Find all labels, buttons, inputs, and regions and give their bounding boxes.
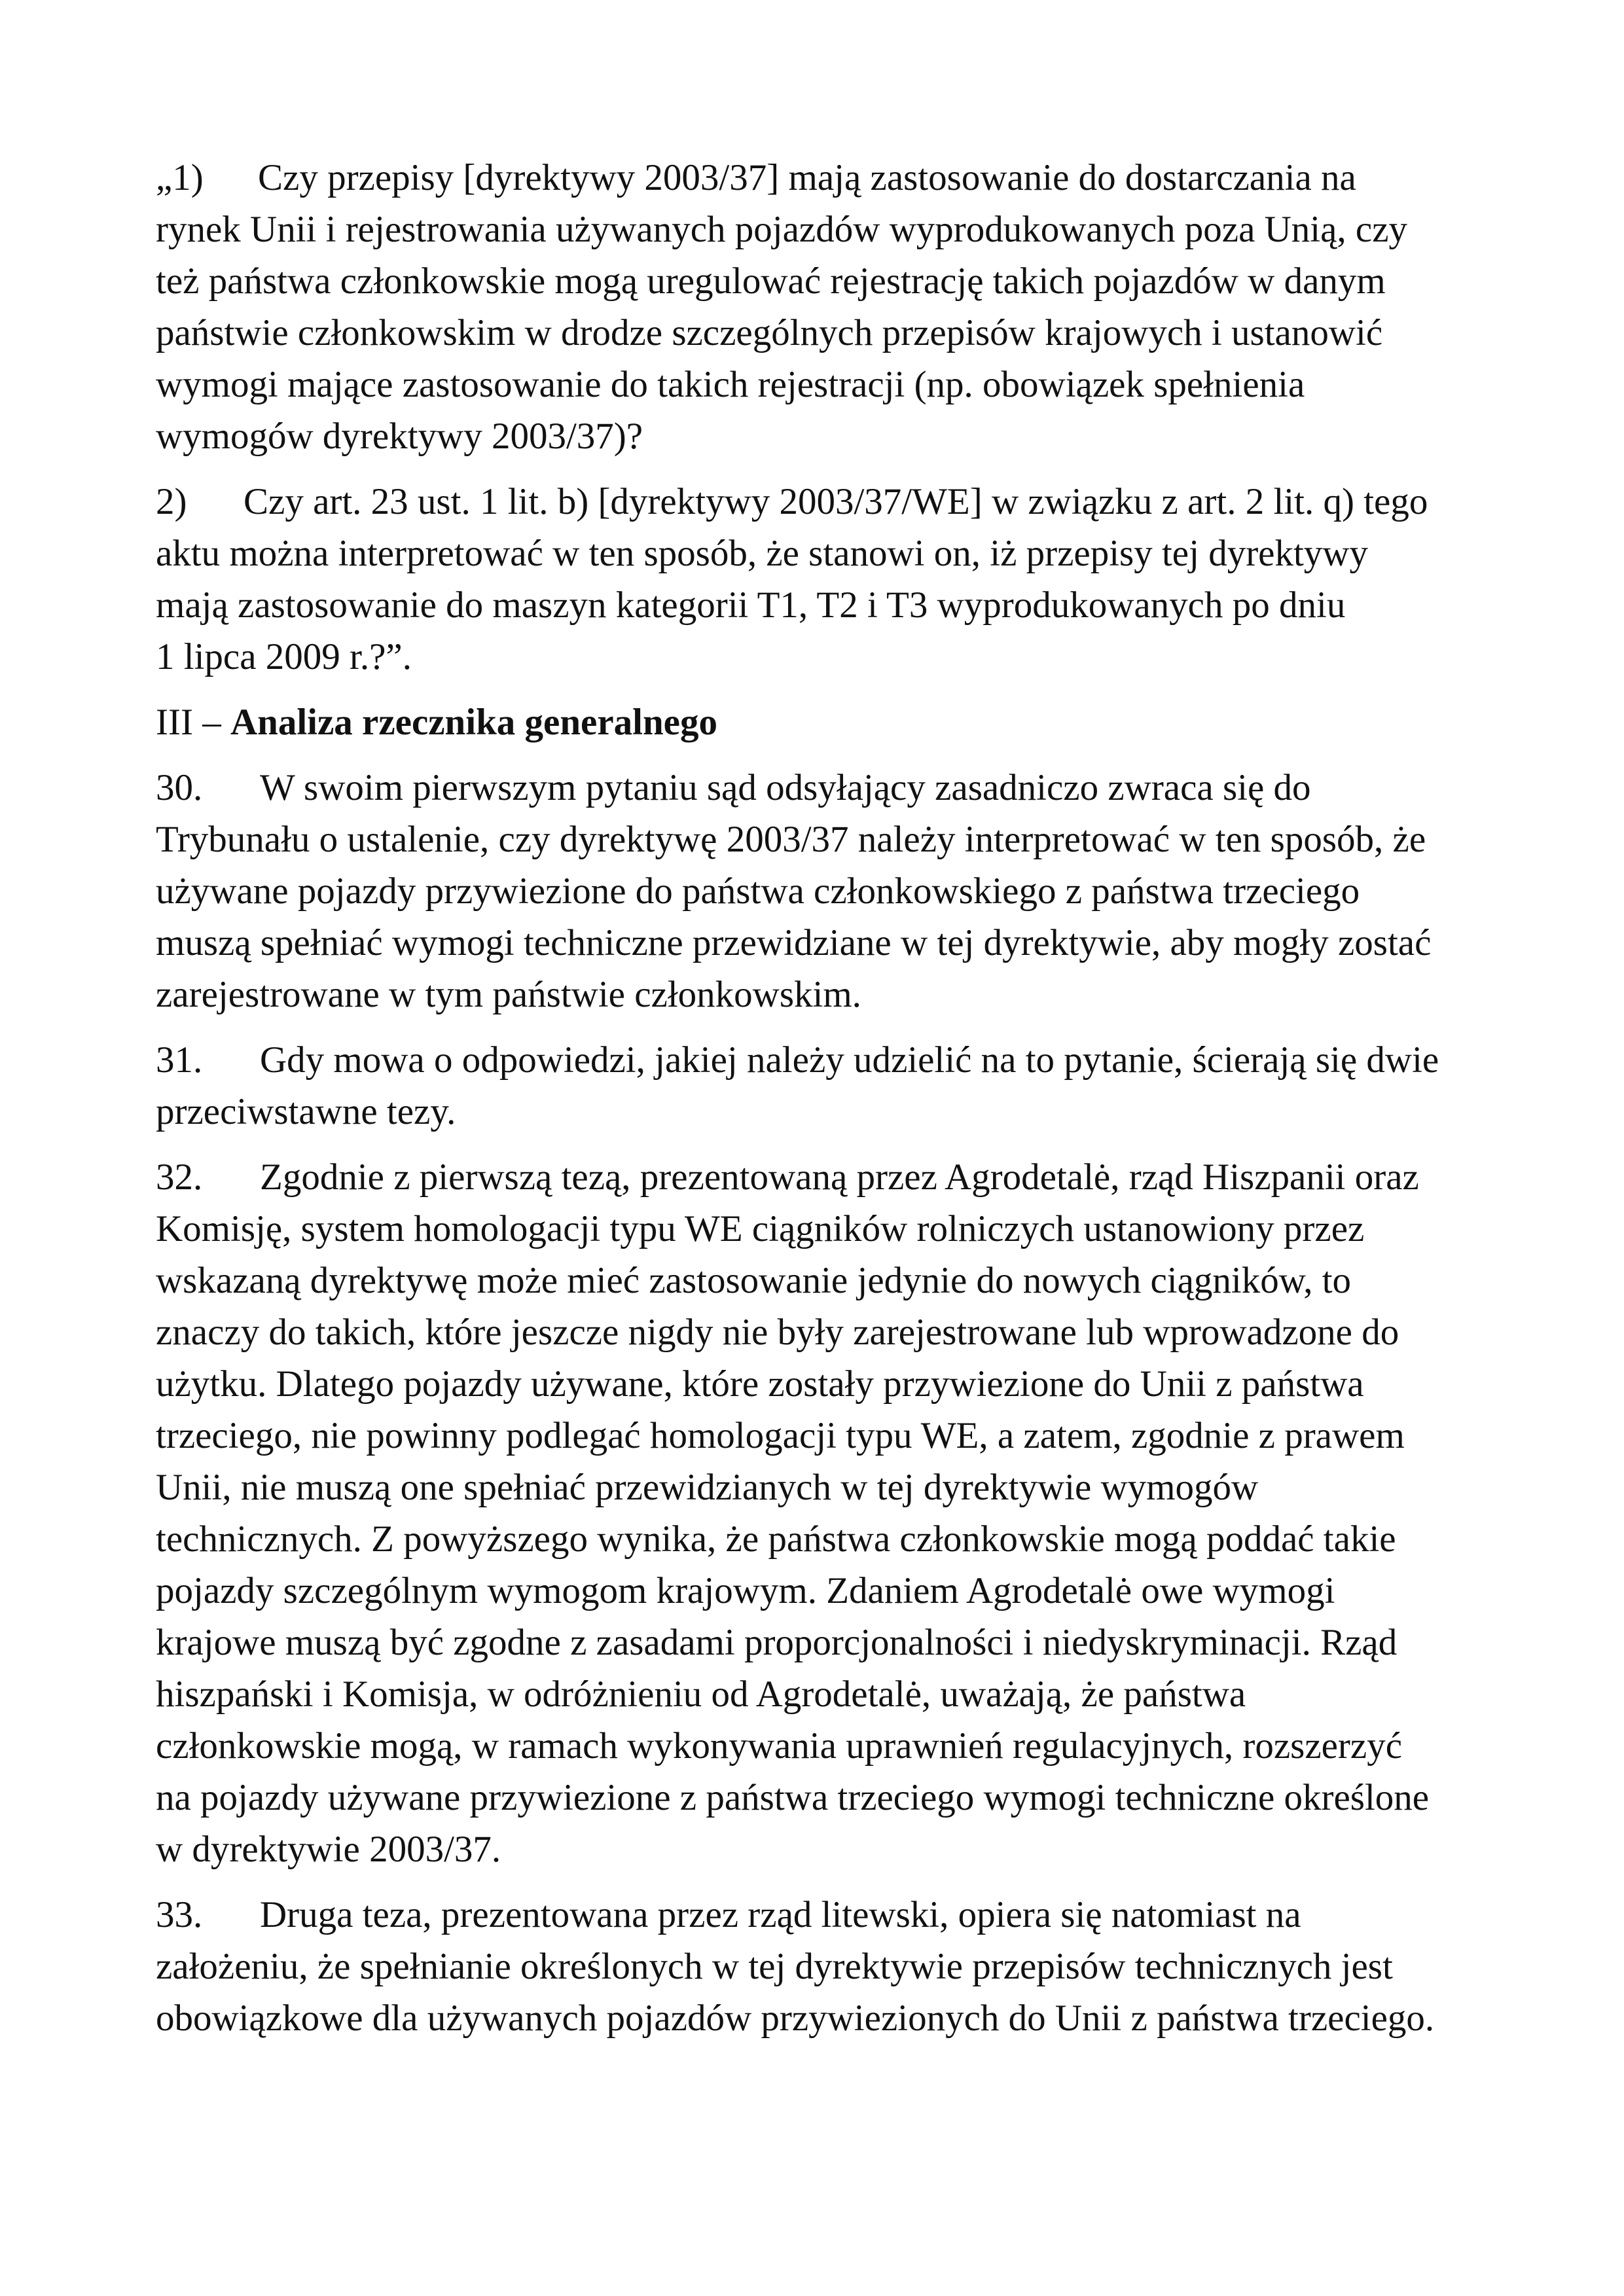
paragraph-32-line-2: Komisję, system homologacji typu WE ciągników rolniczych ustanowiony przez	[156, 1208, 1365, 1249]
paragraph-32-line-3: wskazaną dyrektywę może mieć zastosowanie jedynie do nowych ciągników, to	[156, 1260, 1352, 1301]
paragraph-32-line-10: krajowe muszą być zgodne z zasadami proporcjonalności i niedyskryminacji. Rząd	[156, 1622, 1398, 1663]
document-page	[156, 152, 1485, 2058]
paragraph-33-line-1	[156, 1889, 1485, 1941]
paragraph-32	[156, 1151, 1485, 1875]
paragraph-30-line-2: Trybunału o ustalenie, czy dyrektywę 2003/37 należy interpretować w ten sposób, że	[156, 819, 1426, 860]
question-1-line-6: wymogów dyrektywy 2003/37)?	[156, 416, 643, 457]
paragraph-32-line-8: technicznych. Z powyższego wynika, że państwa członkowskie mogą poddać takie	[156, 1518, 1396, 1560]
paragraph-32-line-6: trzeciego, nie powinny podlegać homologacji typu WE, a zatem, zgodnie z prawem	[156, 1415, 1405, 1456]
paragraph-31	[156, 1034, 1485, 1138]
paragraph-30-number: 30.	[156, 767, 203, 808]
section-heading-title: Analiza rzecznika generalnego	[230, 702, 717, 743]
question-2	[156, 476, 1485, 683]
paragraph-33-text: Druga teza, prezentowana przez rząd litewski, opiera się natomiast na	[260, 1894, 1301, 1935]
paragraph-32-line-11: hiszpański i Komisja, w odróżnieniu od Agrodetalė, uważają, że państwa	[156, 1674, 1246, 1715]
paragraph-33	[156, 1889, 1485, 2044]
paragraph-32-line-4: znaczy do takich, które jeszcze nigdy nie były zarejestrowane lub wprowadzone do	[156, 1312, 1399, 1353]
paragraph-32-line-14: w dyrektywie 2003/37.	[156, 1829, 501, 1870]
question-2-line-1	[156, 476, 1485, 528]
question-1-line-3: też państwa członkowskie mogą uregulować rejestrację takich pojazdów w danym	[156, 260, 1386, 302]
question-1-line-5: wymogi mające zastosowanie do takich rejestracji (np. obowiązek spełnienia	[156, 364, 1305, 405]
question-2-number: 2)	[156, 481, 187, 522]
question-1-text: Czy przepisy [dyrektywy 2003/37] mają zastosowanie do dostarczania na	[258, 157, 1356, 198]
section-heading-prefix: III –	[156, 702, 230, 743]
question-1-number: „1)	[156, 157, 204, 198]
paragraph-32-text: Zgodnie z pierwszą tezą, prezentowaną przez Agrodetalė, rząd Hiszpanii oraz	[260, 1157, 1419, 1198]
section-heading	[156, 696, 1485, 748]
paragraph-32-line-7: Unii, nie muszą one spełniać przewidzianych w tej dyrektywie wymogów	[156, 1467, 1259, 1508]
paragraph-30-line-3: używane pojazdy przywiezione do państwa członkowskiego z państwa trzeciego	[156, 870, 1360, 912]
paragraph-31-line-1	[156, 1034, 1485, 1086]
question-2-line-4: 1 lipca 2009 r.?”.	[156, 636, 412, 677]
paragraph-32-number: 32.	[156, 1157, 203, 1198]
paragraph-32-line-9: pojazdy szczególnym wymogom krajowym. Zdaniem Agrodetalė owe wymogi	[156, 1570, 1335, 1611]
question-1-line-2: rynek Unii i rejestrowania używanych pojazdów wyprodukowanych poza Unią, czy	[156, 209, 1408, 250]
paragraph-30-line-4: muszą spełniać wymogi techniczne przewidziane w tej dyrektywie, aby mogły zostać	[156, 922, 1432, 963]
paragraph-32-line-13: na pojazdy używane przywiezione z państwa trzeciego wymogi techniczne określone	[156, 1777, 1430, 1818]
paragraph-30-line-5: zarejestrowane w tym państwie członkowskim.	[156, 974, 861, 1015]
paragraph-31-number: 31.	[156, 1039, 203, 1081]
question-2-line-3: mają zastosowanie do maszyn kategorii T1, T2 i T3 wyprodukowanych po dniu	[156, 584, 1346, 626]
question-2-line-2: aktu można interpretować w ten sposób, że stanowi on, iż przepisy tej dyrektywy	[156, 533, 1368, 574]
paragraph-33-line-2: założeniu, że spełnianie określonych w tej dyrektywie przepisów technicznych jest	[156, 1946, 1393, 1987]
paragraph-33-line-3: obowiązkowe dla używanych pojazdów przywiezionych do Unii z państwa trzeciego.	[156, 1998, 1435, 2039]
question-1-line-4: państwie członkowskim w drodze szczególnych przepisów krajowych i ustanowić	[156, 312, 1383, 353]
paragraph-31-text: Gdy mowa o odpowiedzi, jakiej należy udzielić na to pytanie, ścierają się dwie	[260, 1039, 1439, 1081]
paragraph-30	[156, 762, 1485, 1020]
paragraph-32-line-5: użytku. Dlatego pojazdy używane, które zostały przywiezione do Unii z państwa	[156, 1363, 1364, 1405]
paragraph-31-line-2: przeciwstawne tezy.	[156, 1091, 456, 1132]
paragraph-32-line-1	[156, 1151, 1485, 1203]
paragraph-30-text: W swoim pierwszym pytaniu sąd odsyłający zasadniczo zwraca się do	[260, 767, 1311, 808]
question-1	[156, 152, 1485, 462]
question-1-line-1	[156, 152, 1485, 204]
paragraph-30-line-1	[156, 762, 1485, 814]
question-2-text: Czy art. 23 ust. 1 lit. b) [dyrektywy 2003/37/WE] w związku z art. 2 lit. q) tego	[244, 481, 1428, 522]
paragraph-32-line-12: członkowskie mogą, w ramach wykonywania uprawnień regulacyjnych, rozszerzyć	[156, 1725, 1403, 1767]
paragraph-33-number: 33.	[156, 1894, 203, 1935]
